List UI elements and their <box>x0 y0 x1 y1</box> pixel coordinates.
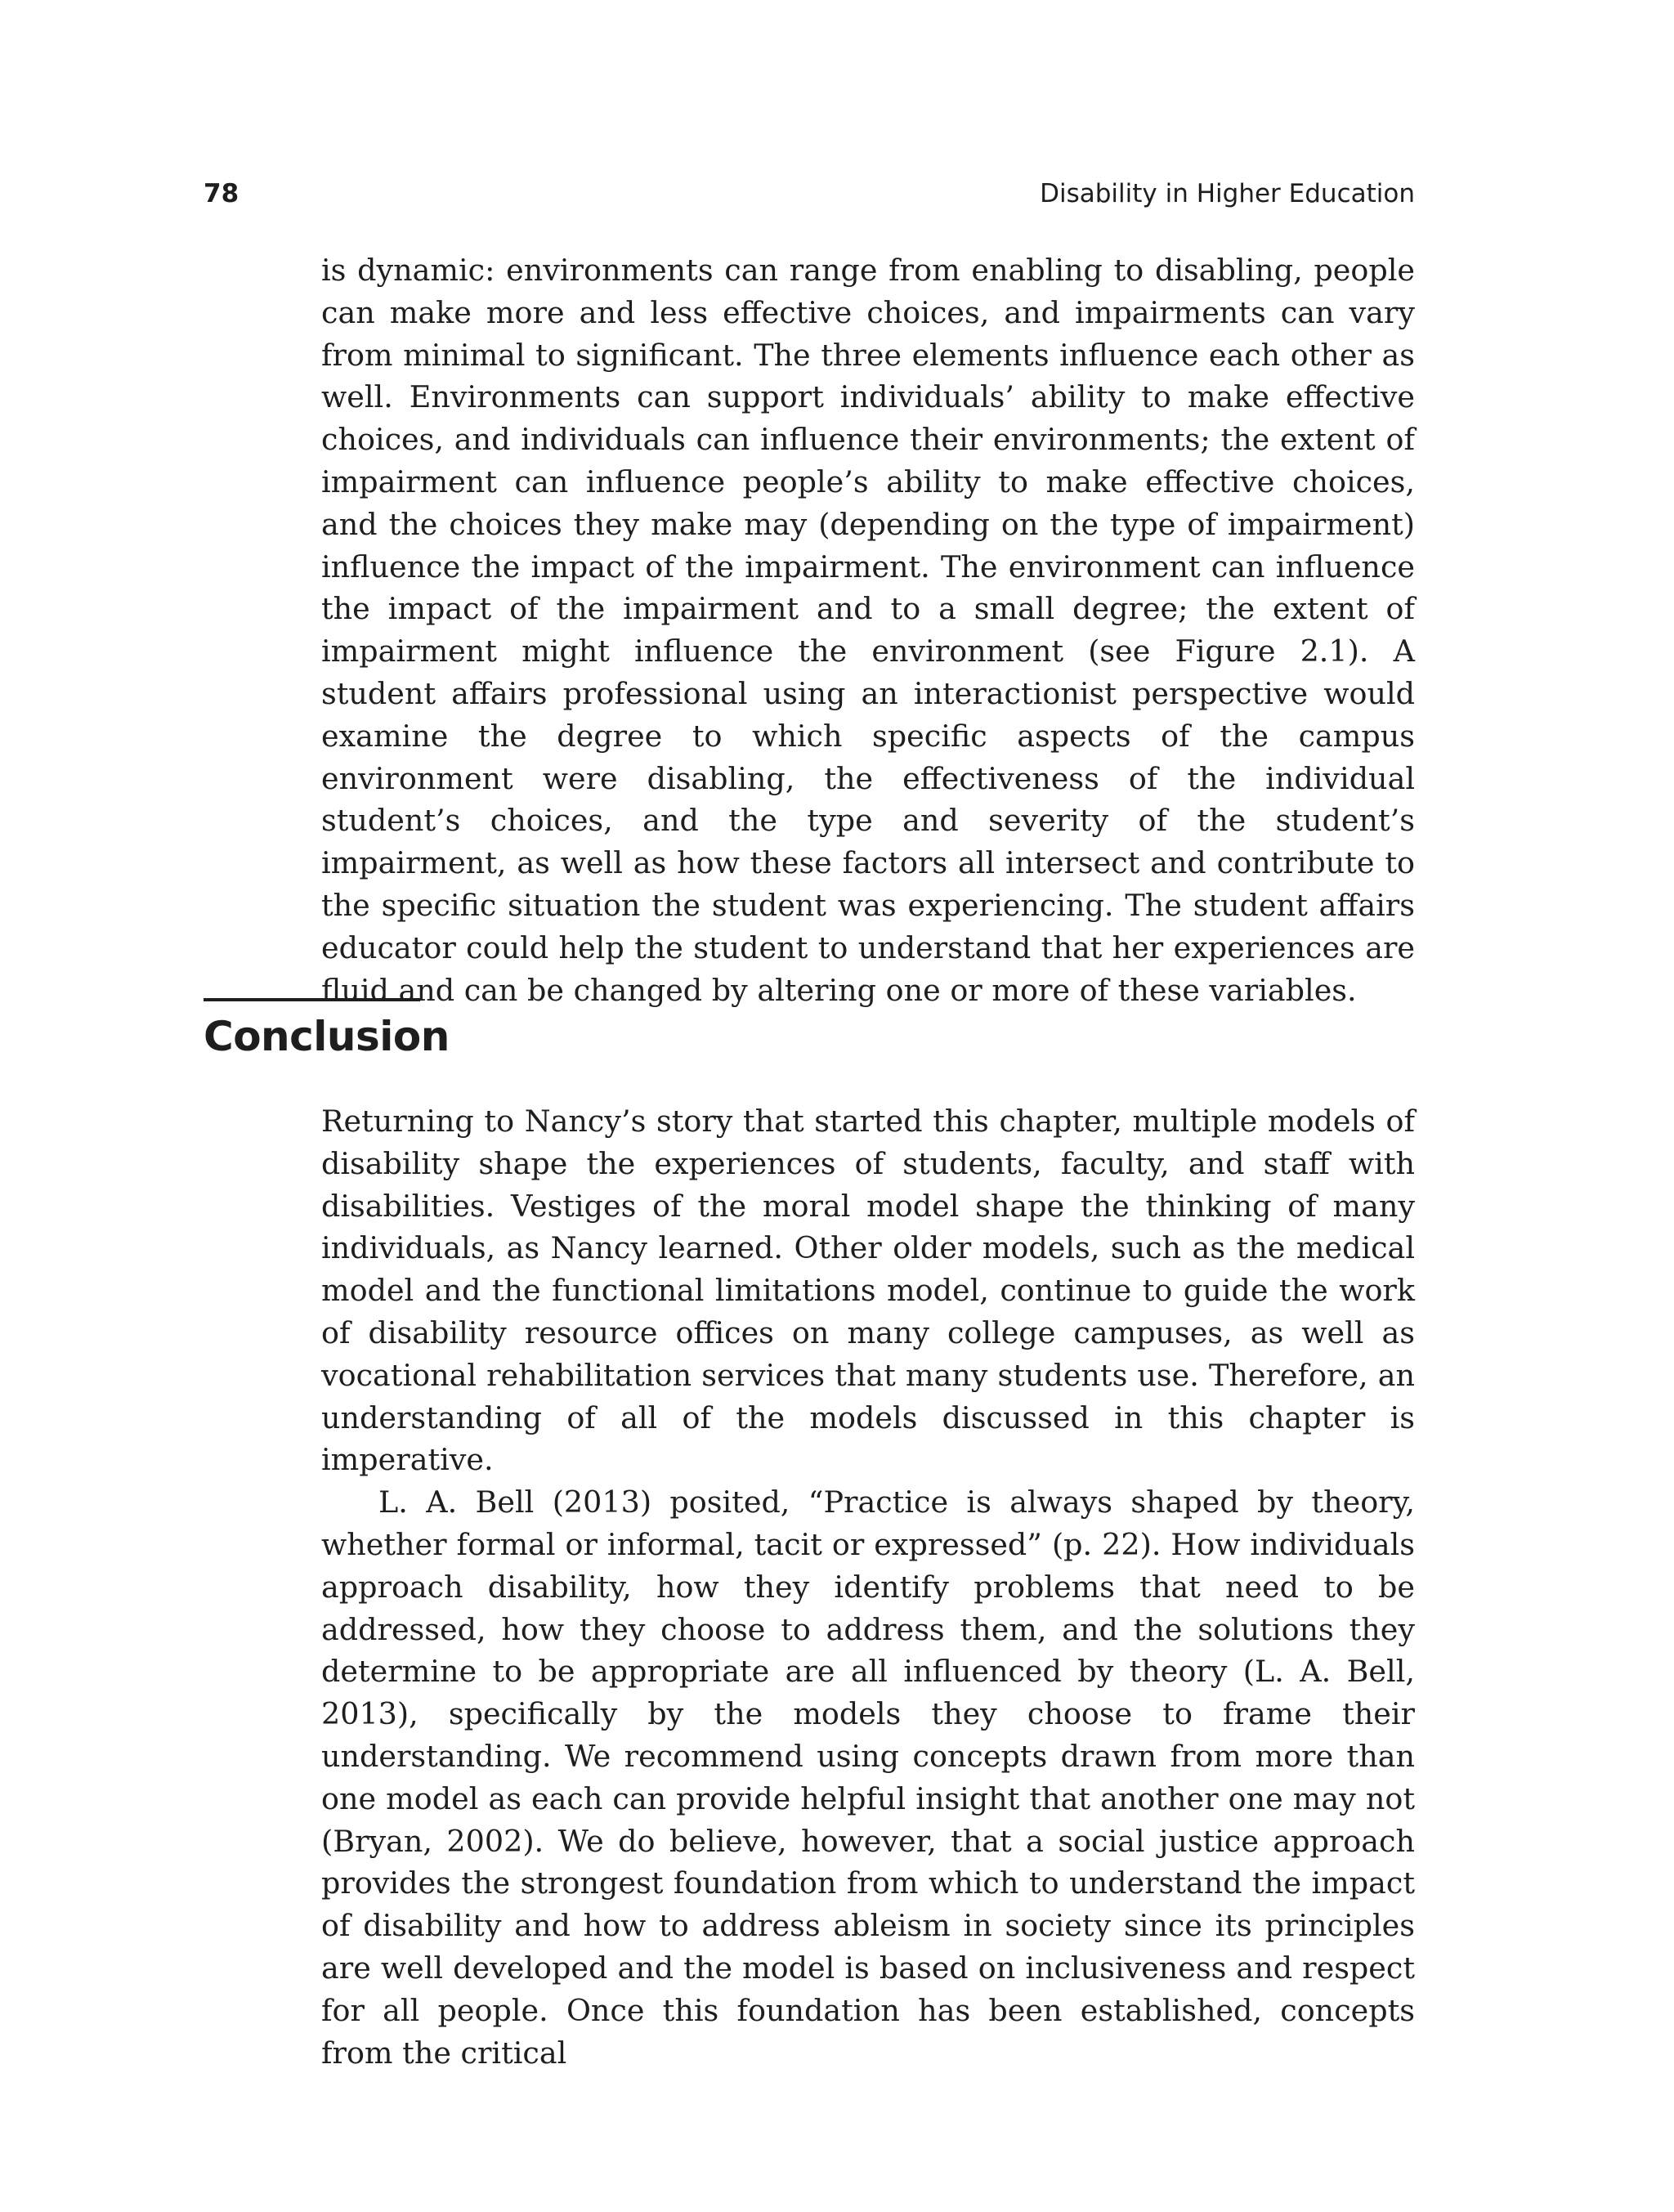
section-rule <box>204 998 420 1001</box>
page-number: 78 <box>204 179 239 208</box>
running-title: Disability in Higher Education <box>1040 179 1415 208</box>
conclusion-body <box>321 1100 1415 2074</box>
running-header <box>204 173 1415 214</box>
continued-paragraph: is dynamic: environments can range from enabling to disabling, people can make more and less effective choices, and impairments can vary from minimal to significant. The three elements influence each other as well. Environments can support individuals’ ability to make effective choices, and individuals can influence their environments; the extent of impairment can influence people’s ability to make effective choices, and the choices they make may (depending on the type of impairment) influence the impact of the impairment. The environment can influence the impact of the impairment and to a small degree; the extent of impairment might influence the environment (see Figure 2.1). A student affairs professional using an interactionist perspective would examine the degree to which specific aspects of the campus environment were disabling, the effectiveness of the individual student’s choices, and the type and severity of the student’s impairment, as well as how these factors all intersect and contribute to the specific situation the student was experiencing. The student affairs educator could help the student to understand that her experiences are fluid and can be changed by altering one or more of these variables. <box>321 253 1415 1008</box>
conclusion-paragraph-2: L. A. Bell (2013) posited, “Practice is always shaped by theory, whether formal or informal, tacit or expressed” (p. 22). How individuals approach disability, how they identify problems that need to be addressed, how they choose to address them, and the solutions they determine to be appropriate are all influenced by theory (L. A. Bell, 2013), specifically by the models they choose to frame their understanding. We recommend using concepts drawn from more than one model as each can provide helpful insight that another one may not (Bryan, 2002). We do believe, however, that a social justice approach provides the strongest foundation from which to understand the impact of disability and how to address ableism in society since its principles are well developed and the model is based on inclusiveness and respect for all people. Once this foundation has been established, concepts from the critical <box>321 1484 1415 2071</box>
conclusion-paragraph-1: Returning to Nancy’s story that started this chapter, multiple models of disability shape the experiences of students, faculty, and staff with disabilities. Vestiges of the moral model shape the thinking of many individuals, as Nancy learned. Other older models, such as the medical model and the functional limitations model, continue to guide the work of disability resource offices on many college campuses, as well as vocational rehabilitation services that many students use. Therefore, an understanding of all of the models discussed in this chapter is imperative. <box>321 1104 1415 1478</box>
body-text-top <box>321 249 1415 1011</box>
section-heading-conclusion: Conclusion <box>204 1013 450 1060</box>
